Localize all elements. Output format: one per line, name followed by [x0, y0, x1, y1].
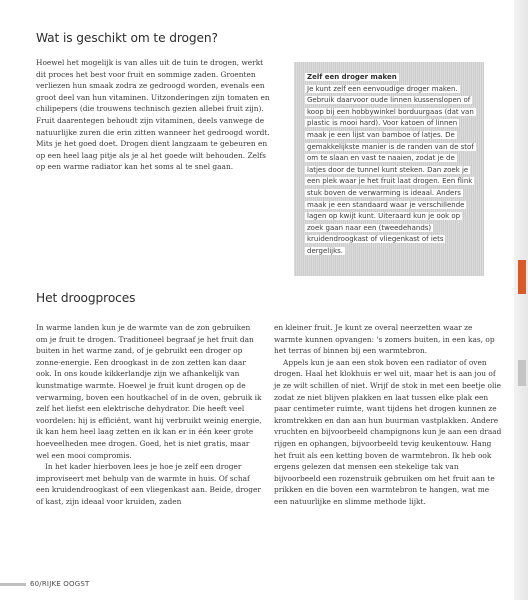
- edge-tab-gray: [518, 360, 526, 386]
- left-paragraph-2: In het kader hierboven lees je hoe je zelf een droger improviseert met behulp van de warmte in huis. Of schaf een kruidendroogkast of een vliegenkast aan. Beide, droger of kast, zijn ideaal voor kruiden, zaden: [36, 462, 261, 506]
- page-number-label: 60/RIJKE OOGST: [30, 580, 90, 588]
- sidebar-box-title: [305, 72, 475, 84]
- sidebar-box-content: [305, 72, 475, 258]
- right-column: [274, 322, 502, 508]
- left-column: [36, 322, 262, 508]
- right-paragraph-1: en kleiner fruit. Je kunt ze overal neerzetten waar ze warmte kunnen opvangen: 's zomers buiten, in een kas, op het terras of binnen bij een warmtebron.: [274, 323, 495, 356]
- footer-bar: [0, 583, 26, 586]
- page-footer: [0, 577, 89, 591]
- section-heading-proces: Het droogproces: [36, 291, 136, 305]
- sidebar-box: [294, 62, 484, 276]
- intro-paragraph: Hoewel het mogelijk is van alles uit de tuin te drogen, werkt dit proces het best voor fruit en sommige zaden. Groenten verliezen hun smaak zodra ze gedroogd worden, evenals een groot deel van hun vitaminen. Uitzonderingen zijn tomaten en chilipepers (die trouwens technisch gezien allebei fruit zijn). Fruit daarentegen behoudt zijn vitaminen, deels vanwege de natuurlijke zuren die erin zitten wanneer het gedroogd wordt. Mits je het goed doet. Drogen dient langzaam te gebeuren en op een heel laag pitje als je al het goede wilt behouden. Zelfs op een warme radiator kan het soms al te snel gaan.: [36, 58, 270, 172]
- page-edge: [514, 0, 528, 600]
- sidebar-box-title-text: Zelf een droger maken: [307, 73, 397, 81]
- left-paragraph-1: In warme landen kun je de warmte van de zon gebruiken om je fruit te drogen. Traditioneel begraaf je het fruit dan buiten in het warme zand, of je gebruikt een droger op zonne-energie. Een droogkast in de zon zetten kan daar ook. In ons koude kikkerlandje zijn we afhankelijk van kunstmatige warmte. Hoewel je fruit kunt drogen op de verwarming, boven een houtkachel of in de oven, gebruik ik zelf het liefst een elektrische dehydrator. Die heeft veel voordelen: hij is efficiënt, want hij verbruikt weinig energie, ik kan hem heel laag zetten en ik kan er in één keer grote hoeveelheden mee drogen. Goed, het is niet gratis, maar wel een mooi compromis.: [36, 323, 262, 460]
- right-paragraph-2: Appels kun je aan een stok boven een radiator of oven drogen. Haal het klokhuis er wel uit, maar het is aan jou of je ze wilt schillen of niet. Wrijf de stok in met een beetje olie zodat ze niet blijven plakken en laat tussen elke plak een paar centimeter ruimte, want tijdens het drogen kunnen ze kromtrekken en dan aan hun buurman vastplakken. Andere vruchten en bijvoorbeeld champignons kun je aan een draad rijgen en ophangen, bijvoorbeeld tevig keukentouw. Hang het fruit als een ketting boven de warmtebron. Ik heb ook ergens gelezen dat mensen een stekelige tak van bijvoorbeeld een rozenstruik gebruiken om het fruit aan te prikken en die boven een warmtebron te hangen, wat me een natuurlijke en slimme methode lijkt.: [274, 357, 502, 506]
- section-heading-drogen: Wat is geschikt om te drogen?: [36, 31, 218, 45]
- edge-tab-accent: [518, 260, 526, 294]
- sidebar-box-text: Je kunt zelf een eenvoudige droger maken. Gebruik daarvoor oude linnen kussenslopen of koop bij een hobbywinkel borduurgaas (dat van plastic is mooi hard). Voor katoen of linnen maak je een lijst van bamboe of latjes. De gemakkelijkste manier is de randen van de stof om te slaan en vast te naaien, zodat je de latjes door de tunnel kunt steken. Dan zoek je een plek waar je het fruit laat drogen. Een flink stuk boven de verwarming is ideaal. Anders maak je een standaard waar je verschillende lagen op kwijt kunt. Uiteraard kun je ook op zoek gaan naar een (tweedehands) kruidendroogkast of vliegenkast of iets dergelijks.: [307, 84, 474, 255]
